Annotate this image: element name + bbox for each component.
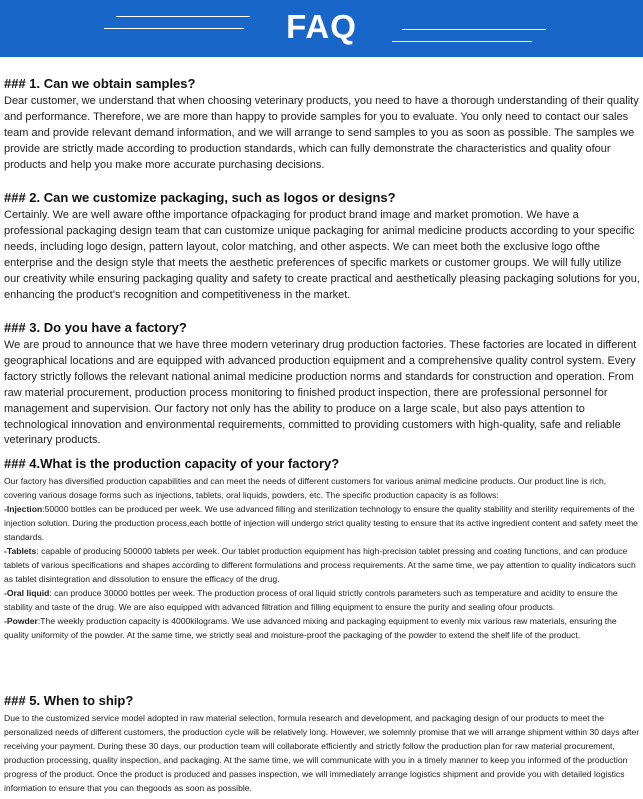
faq-heading: ### 2. Can we customize packaging, such as logos or designs? (4, 190, 396, 205)
faq-section-factory (4, 320, 640, 449)
faq-section-packaging (4, 190, 640, 303)
capacity-item-tablets (4, 544, 640, 586)
faq-answer: Due to the customized service model adopted in raw material selection, formula research and development, and packaging design of our products to meet the personalized needs of different customers, the production cycle will be relatively long. However, we solemnly promise that we will arrange shipment within 30 days after receiving your payment. During these 30 days, our production team will collaborate efficiently and strictly follow the production plan for raw material procurement, production processing, quality inspection, and packaging. At the same time, we will communicate with you in a timely manner to keep you informed of the production progress of the product. Once the product is produced and passes inspection, we will immediately arrange logistics shipment and provide you with detailed logistics information to ensure that you can thegoods as soon as possible. (4, 713, 640, 793)
faq-answer-intro: Our factory has diversified production capabilities and can meet the needs of different customers for various animal medicine products. Our product line is rich, covering various dosage forms such as injections, tablets, oral liquids, powders, etc. The specific production capacity is as follows: (4, 476, 607, 500)
capacity-label: -Injection (4, 504, 43, 514)
faq-answer: Dear customer, we understand that when choosing veterinary products, you need to have a thorough understanding of their quality and performance. Therefore, we are more than happy to provide samples for you to evaluate. You only need to contact our sales team and provide relevant demand information, and we will arrange to send samples to you as soon as possible. The samples we provide are strictly made according to production standards, which can fully demonstrate the characteristics and quality ofour products and help you make more accurate purchasing decisions. (4, 95, 639, 171)
faq-banner (0, 0, 643, 57)
faq-heading: ### 4.What is the production capacity of your factory? (4, 456, 340, 471)
capacity-item-injection (4, 502, 640, 544)
capacity-item-oral-liquid (4, 586, 640, 614)
faq-answer: We are proud to announce that we have three modern veterinary drug production factories. These factories are located in different geographical locations and are equipped with advanced production equipment and a comprehensive quality control system. Every factory strictly follows the relevant national animal medicine production norms and standards for construction and operation. From raw material procurement, production process monitoring to finished product inspection, there are professional personnel for management and supervision. Our factory not only has the ability to produce on a large scale, but also pays attention to technological innovation and environmental requirements, committed to providing customers with high-quality, safe and reliable veterinary products. (4, 339, 637, 447)
faq-section-capacity (4, 456, 640, 642)
capacity-label: -Tablets (4, 546, 37, 556)
capacity-text: :The weekly production capacity is 4000kilograms. We use advanced mixing and packaging equipment to evenly mix various raw materials, ensuring the quality uniformity of the powder. At the same time, we strictly seal and moisture-proof the packaging of the powder to extend the shelf life of the product. (4, 616, 617, 640)
capacity-text: :50000 bottles can be produced per week. We use advanced filling and sterilization technology to ensure the quality stability and sterility requirements of the injection solution. During the production process,each bottle of injection will undergo strict quality testing to ensure that its active ingredient content and safety meet the standards. (4, 504, 638, 542)
banner-line-top-right (402, 29, 546, 30)
capacity-label: -Oral liquid (4, 588, 50, 598)
page-title: FAQ (286, 8, 357, 45)
banner-line-mid-right (392, 41, 532, 42)
faq-section-shipping (4, 693, 640, 795)
faq-section-samples (4, 76, 640, 174)
capacity-text: : can produce 30000 bottles per week. The production process of oral liquid strictly controls parameters such as temperature and acidity to ensure the stability and taste of the drug. We are also equipped with advanced filtration and filling equipment to ensure the purity and sealing ofour products. (4, 588, 618, 612)
capacity-item-powder (4, 614, 640, 642)
capacity-label: -Powder (4, 616, 38, 626)
faq-heading: ### 3. Do you have a factory? (4, 320, 187, 335)
faq-heading: ### 1. Can we obtain samples? (4, 76, 196, 91)
faq-heading: ### 5. When to ship? (4, 693, 134, 708)
capacity-text: : capable of producing 500000 tablets per week. Our tablet production equipment has high-precision tablet pressing and coating functions, and can produce tablets of various specifications and shapes according to different formulations and process requirements. At the same time, we pay attention to quality indicators such as tablet disintegration and dissolution to ensure the efficacy of the drug. (4, 546, 636, 584)
faq-answer: Certainly. We are well aware ofthe importance ofpackaging for product brand image and market promotion. We have a professional packaging design team that can customize unique packaging for animal medicine products according to your specific needs, including logo design, pattern layout, color matching, and other aspects. We can meet both the exclusive logo ofthe enterprise and the design style that meets the aesthetic preferences of specific markets or customer groups. We will fully utilize our creativity while ensuring packaging quality and safety to create practical and aesthetically pleasing packaging solutions for you, enhancing the product's recognition and competitiveness in the market. (4, 209, 640, 301)
